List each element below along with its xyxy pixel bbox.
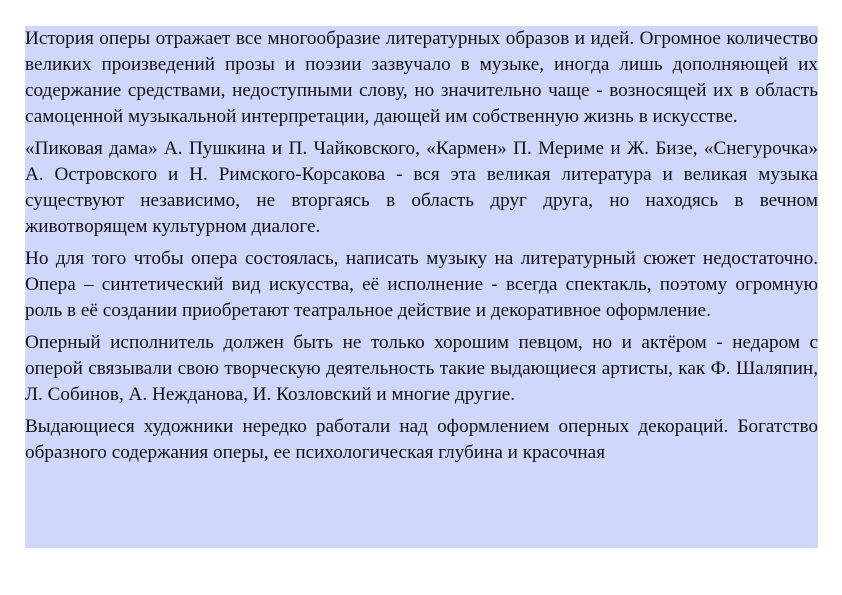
paragraph-artists-decorations: Выдающиеся художники нередко работали над оформлением оперных декораций. Богатство образного содержания оперы, ее психологическая глубина и красочная (25, 416, 818, 463)
paragraph-literature-examples: «Пиковая дама» А. Пушкина и П. Чайковского, «Кармен» П. Мериме и Ж. Бизе, «Снегурочка» А. Островского и Н. Римского-Корсакова - вся эта великая литература и великая музыка существуют независимо, не вторгаясь в область друг друга, но находясь в вечном животворящем культурном диалоге. (25, 138, 818, 237)
text-block (25, 26, 818, 548)
paragraph-opera-performer: Оперный исполнитель должен быть не только хорошим певцом, но и актёром - недаром с оперой связывали свою творческую деятельность такие выдающиеся артисты, как Ф. Шаляпин, Л. Собинов, А. Нежданова, И. Козловский и многие другие. (25, 332, 818, 405)
paragraph-synthetic-art: Но для того чтобы опера состоялась, написать музыку на литературный сюжет недостаточно. Опера – синтетический вид искусства, её исполнение - всегда спектакль, поэтому огромную роль в её создании приобретают театральное действие и декоративное оформление. (25, 248, 818, 321)
paragraph-opera-history: История оперы отражает все многообразие литературных образов и идей. Огромное количество великих произведений прозы и поэзии зазвучало в музыке, иногда лишь дополняющей их содержание средствами, недоступными слову, но значительно чаще - возносящей их в область самоценной музыкальной интерпретации, дающей им собственную жизнь в искусстве. (25, 28, 818, 127)
